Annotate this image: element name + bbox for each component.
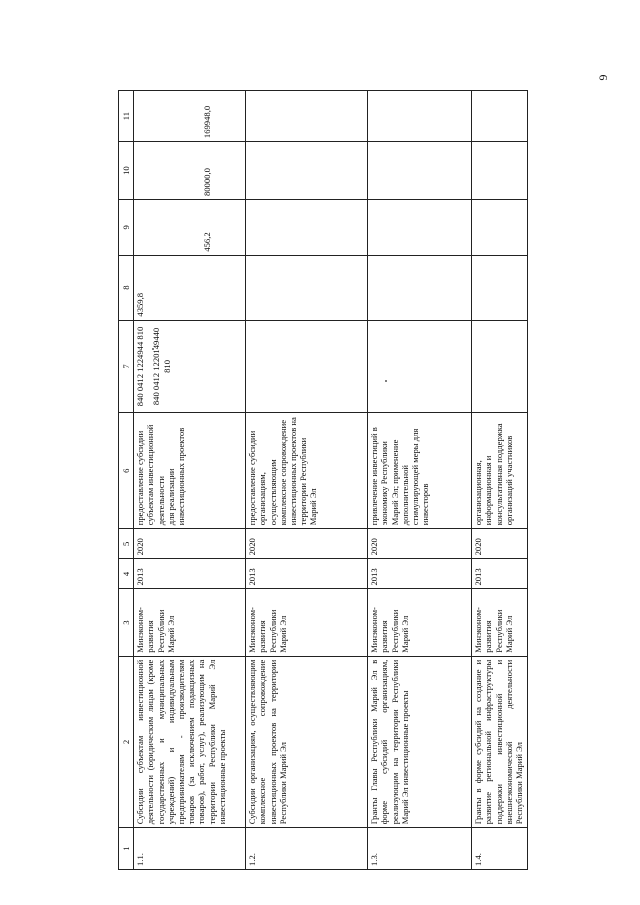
measure-name: Субсидии субъектам инвестиционной деятельности (юридическим лицам (кроме государственных и муниципальных учреждений) и индивидуальным предпринимателям - производителям товаров (за исключением подакцизных товаров), работ, услуг), реализующим на территории Республики Марий Эл инвестиционные проекты <box>134 656 246 828</box>
table-row <box>472 91 528 870</box>
value-col-8: 4359,8 <box>134 255 246 320</box>
expected-result: предоставление субсидии организациям, осуществляющим комплексное сопровождение инвестиционных проектов на территории Республики Марий Эл <box>246 413 368 529</box>
col-header-3: 3 <box>119 589 134 656</box>
header-row <box>119 91 134 870</box>
col-header-11: 11 <box>119 91 134 142</box>
start-year: 2013 <box>472 559 528 589</box>
row-number: 1.3. <box>368 828 472 870</box>
budget-code-a: 840 0412 1224944 810 <box>135 326 146 407</box>
col-header-7: 7 <box>119 320 134 413</box>
col-header-6: 6 <box>119 413 134 529</box>
table-row <box>246 91 368 870</box>
value-col-9 <box>472 200 528 256</box>
row-number: 1.2. <box>246 828 368 870</box>
value-col-9 <box>134 200 246 256</box>
row-number: 1.4. <box>472 828 528 870</box>
table-row <box>134 91 246 870</box>
executor: Минэконом-развития Республики Марий Эл <box>134 589 246 656</box>
value-col-10 <box>134 142 246 200</box>
value-col-10 <box>472 142 528 200</box>
value-col-9-text: 456,2 <box>202 232 213 252</box>
executor: Минэконом-развития Республики Марий Эл <box>472 589 528 656</box>
col-header-9: 9 <box>119 200 134 256</box>
value-col-10-text: 80000,0 <box>202 168 213 197</box>
start-year: 2013 <box>368 559 472 589</box>
value-col-10 <box>368 142 472 200</box>
value-col-10 <box>246 142 368 200</box>
budget-code <box>472 320 528 413</box>
budget-code-b: 840 0412 1220149440 810 <box>151 327 172 406</box>
start-year: 2013 <box>134 559 246 589</box>
row-number: 1.1. <box>134 828 246 870</box>
col-header-1: 1 <box>119 828 134 870</box>
result-part-b: для реализации инвестиционных проектов <box>165 427 187 526</box>
col-header-2: 2 <box>119 656 134 828</box>
col-header-8: 8 <box>119 255 134 320</box>
rotated-table-container <box>118 90 528 870</box>
result-part-a: предоставление субсидии субъектам инвестиционной деятельности <box>135 424 166 526</box>
program-measures-table <box>118 90 528 870</box>
value-col-8 <box>472 255 528 320</box>
end-year: 2020 <box>134 529 246 559</box>
measure-name: Гранты Главы Республики Марий Эл в форме субсидий организациям, реализующим на территории Республики Марий Эл инвестиционные проекты <box>368 656 472 828</box>
measure-name: Гранты в форме субсидий на создание и развитие региональной инфраструктуры поддержки инвестиционной и внешнеэкономической деятельности Республики Марий Эл <box>472 656 528 828</box>
value-col-9 <box>368 200 472 256</box>
col-header-4: 4 <box>119 559 134 589</box>
end-year: 2020 <box>246 529 368 559</box>
budget-code <box>368 320 472 413</box>
budget-code <box>134 320 246 413</box>
value-col-8 <box>246 255 368 320</box>
value-col-8 <box>368 255 472 320</box>
value-col-11 <box>134 91 246 142</box>
executor: Минэконом-развития Республики Марий Эл <box>368 589 472 656</box>
page-number: 6 <box>596 74 611 81</box>
table-row <box>368 91 472 870</box>
expected-result: организационная, информационная и консультативная поддержка организаций участников <box>472 413 528 529</box>
end-year: 2020 <box>368 529 472 559</box>
value-col-11 <box>368 91 472 142</box>
col-header-5: 5 <box>119 529 134 559</box>
end-year: 2020 <box>472 529 528 559</box>
value-col-11-text: 169948,0 <box>202 105 213 139</box>
budget-code <box>246 320 368 413</box>
value-col-11 <box>472 91 528 142</box>
value-col-9 <box>246 200 368 256</box>
measure-name: Субсидии организациям, осуществляющим комплексное сопровождение инвестиционных проектов на территории Республики Марий Эл <box>246 656 368 828</box>
expected-result: привлечение инвестиций в экономику Республики Марий Эл; применение дополнительной стимулирующей меры для инвесторов <box>368 413 472 529</box>
executor: Минэконом-развития Республики Марий Эл <box>246 589 368 656</box>
col-header-10: 10 <box>119 142 134 200</box>
expected-result <box>134 413 246 529</box>
value-col-11 <box>246 91 368 142</box>
start-year: 2013 <box>246 559 368 589</box>
